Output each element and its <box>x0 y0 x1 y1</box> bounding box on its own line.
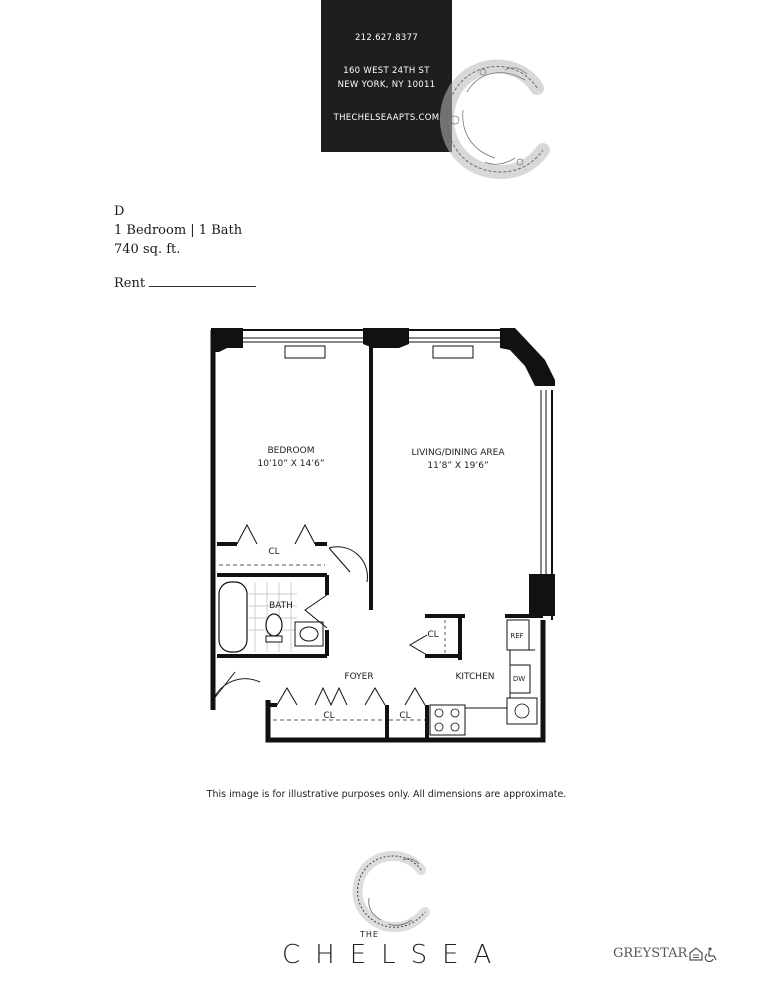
greystar-logo: GREYSTAR <box>613 946 688 961</box>
dishwasher-label: DW <box>512 675 526 683</box>
brand-name: CHELSEA <box>282 940 507 970</box>
rent-blank-line <box>149 276 256 287</box>
kitchen-closet-label: CL <box>427 630 439 640</box>
exterior-walls <box>213 330 552 740</box>
unit-layout: 1 Bedroom | 1 Bath <box>114 223 243 238</box>
refrigerator-label: REF <box>510 632 524 640</box>
floor-plan <box>205 320 565 750</box>
unit-info <box>114 202 242 259</box>
unit-area: 740 sq. ft. <box>114 242 181 257</box>
equal-housing-icon <box>690 948 702 960</box>
foyer-label: FOYER <box>344 672 374 682</box>
unit-name: D <box>114 204 125 219</box>
bedroom-closet-label: CL <box>268 547 280 557</box>
accessibility-icon <box>705 947 716 961</box>
address-line-1: 160 WEST 24TH ST <box>343 66 430 76</box>
website: THECHELSEAAPTS.COM <box>333 113 440 123</box>
brand-prefix: THE <box>360 930 379 939</box>
rent-label: Rent <box>114 276 146 291</box>
bath-label: BATH <box>269 601 293 611</box>
structural-columns <box>211 328 555 616</box>
footer-icons <box>688 946 720 962</box>
bedroom-dimensions: 10’10” X 14’6” <box>257 459 325 469</box>
living-dining-label: LIVING/DINING AREA <box>411 448 505 458</box>
phone-number: 212.627.8377 <box>354 33 419 43</box>
foyer-closet-label: CL <box>323 711 335 721</box>
disclaimer: This image is for illustrative purposes only. All dimensions are approximate. <box>206 789 567 800</box>
chelsea-c-logo-small <box>343 848 433 933</box>
foyer-closet-2-label: CL <box>399 711 411 721</box>
living-dining-dimensions: 11’8” X 19’6” <box>427 461 489 471</box>
kitchen-label: KITCHEN <box>455 672 495 682</box>
rent-field <box>114 276 256 291</box>
chelsea-c-logo <box>425 50 555 180</box>
bedroom-label: BEDROOM <box>267 446 315 456</box>
address-line-2: NEW YORK, NY 10011 <box>337 80 436 90</box>
